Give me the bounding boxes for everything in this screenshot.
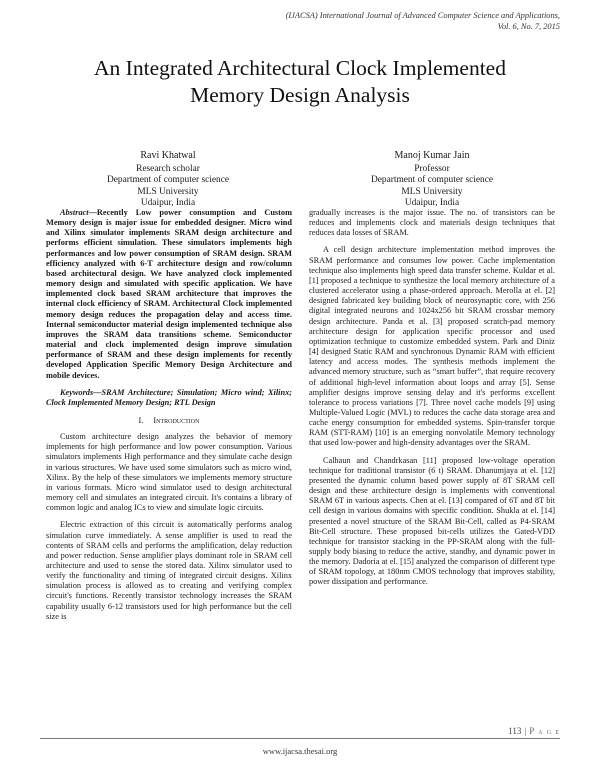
author-city: Udaipur, India xyxy=(140,197,196,208)
page-label: P a g e xyxy=(529,726,560,736)
author-block-1 xyxy=(68,150,268,209)
footer-url[interactable]: www.ijacsa.thesai.org xyxy=(262,746,338,756)
paragraph: Custom architecture design analyzes the behavior of memory implements for high performance and low power consumption. Various simulators implements High performance and they simulate cache design in various structures. We have used some simulators such as micro wind, Xilinx. By the help of these simulators we implements memory structure in various formats. Micro wind simulator used to design architectural memory cell and simulates an integrated circuit. It's contains a library of common logic and analog ICs to view and simulate logic circuits. xyxy=(46,432,292,513)
paper-title xyxy=(40,55,560,109)
section-heading xyxy=(46,416,292,426)
author-university: MLS University xyxy=(401,186,463,197)
footer-divider xyxy=(40,738,560,739)
author-block-2 xyxy=(332,150,532,209)
author-role: Research scholar xyxy=(136,164,200,175)
page-number-value: 113 xyxy=(508,726,522,736)
author-city: Udaipur, India xyxy=(404,197,460,208)
abstract-label: Abstract xyxy=(60,208,89,217)
abstract-dash: — xyxy=(88,208,97,217)
page-separator: | xyxy=(524,726,527,736)
title-line-1: An Integrated Architectural Clock Implemented xyxy=(94,56,506,80)
page-number xyxy=(508,726,560,736)
paragraph: Electric extraction of this circuit is automatically performs analog simulation curve immediately. A sense amplifier is used to read the contents of SRAM cells and performs the amplification, delay reduction and power reduction. Sense amplifier plays dominant role in SRAM cell architecture and used to sense the stored data. Xilinx simulator used to verify the functionality and timing of integrated circuit designs. Xilinx simulation process is allowed as to creating and verifying complex circuit's functions. Recently transistor technology increases the SRAM capability usually 6-12 transistors used for high performance but the cell size is xyxy=(46,520,292,621)
journal-name: (IJACSA) International Journal of Advanced Computer Science and Applications, xyxy=(285,11,560,20)
paragraph: gradually increases is the major issue. The no. of transistors can be reduces and implements clock and materials design techniques that reduces data losses of SRAM. xyxy=(309,208,555,238)
abstract xyxy=(46,208,292,381)
author-department: Department of computer science xyxy=(370,175,494,186)
paragraph: A cell design architecture implementation method improves the SRAM performance and consumes low power. Cache implementation technique also implements high speed data transfer scheme. Kuldar et al. [1] proposed a technique to synthesize the local memory architecture of a clustered accelerator using a phase-ordered approach. Merolla at el. [2] designed fabricated key building block of neurosynaptic core, with 256 digital integrated neurons and 1024x256 bit SRAM crossbar memory design architecture. Panda et al. [3] proposed scratch-pad memory architecture design for application specific processor and used optimization technique to customize embedded system. Park and Diniz [4] designed Static RAM and synchronous Dynamic RAM with efficient latency and access modes. The synthesis methods implement the advanced memory structure, such as “smart buffer”, that require recovery of additional high-level information about loops and array [5]. Sense amplifier designs improve sensing delay and it's performs excellent tolerance to process variations [7]. Three novel cache models [9] using Multiple-Valued Logic (MVL) to reduces the cache data storage area and cache energy consumption for embedded systems. Spin-transfer torque RAM (STT-RAM) [10] is an emerging nonvolatile Memory technology that used low-power and high-density advantages over the SRAM. xyxy=(309,245,555,448)
abstract-text: Recently Low power consumption and Custom Memory design is major issue for embedded designer. Micro wind and Xilinx simulator implements SRAM design architecture and performs efficient simulation. These simulators implements high performances and low power consumption of SRAM design. SRAM efficiency analyzed with 6-T architecture design and row/column based architectural design. We have analyzed clock implemented memory design and simulated with specific application. We have implemented clock based SRAM architecture that improves the internal clock efficiency of SRAM. Architectural Clock implemented memory design reduces the propagation delay and access time. Internal semiconductor material design implemented technique also improves the SRAM data transitions scheme. Semiconductor material and clock implemented design improve simulation performance of SRAM and these design implements for recently developed Application Specific Memory Design Architecture and mobile devices. xyxy=(46,208,292,380)
title-line-2: Memory Design Analysis xyxy=(190,83,410,107)
right-column xyxy=(309,208,555,595)
author-name: Ravi Khatwal xyxy=(140,150,196,161)
author-role: Professor xyxy=(414,164,450,175)
left-column xyxy=(46,208,292,629)
author-university: MLS University xyxy=(137,186,199,197)
journal-header xyxy=(286,10,560,32)
keywords: Keywords—SRAM Architecture; Simulation; Micro wind; Xilinx; Clock Implemented Memory Design; RTL Design xyxy=(46,387,292,407)
section-title: Introduction xyxy=(153,415,200,425)
author-name: Manoj Kumar Jain xyxy=(394,150,470,161)
section-number: I. xyxy=(138,415,144,425)
paragraph: Calhaun and Chandrkasan [11] proposed low-voltage operation technique for traditional transistor (6 t) SRAM. Dhanumjaya at el. [12] presented the dynamic column based power supply of 8T SRAM cell design and these architecture design is implements with conventional SRAM 6T in various aspects. Chen at el. [13] compared of 6T and 8T bit cell design in various domains with specific condition. Shukla at el. [14] presented a novel structure of the SRAM Bit-Cell, called as P4-SRAM Bit-Cell structure. These proposed bit-cells utilizes the Gated-VDD technique for transistor stacking in the PP-SRAM along with the full-supply body biasing to reduce the active, standby, and dynamic power in the memory. Dadoria at el. [15] analyzed the comparison of different type of SRAM topology, at 180nm CMOS technology that improves stability, power dissipation and performance. xyxy=(309,455,555,587)
author-department: Department of computer science xyxy=(106,175,230,186)
journal-volume: Vol. 6, No. 7, 2015 xyxy=(497,22,560,31)
